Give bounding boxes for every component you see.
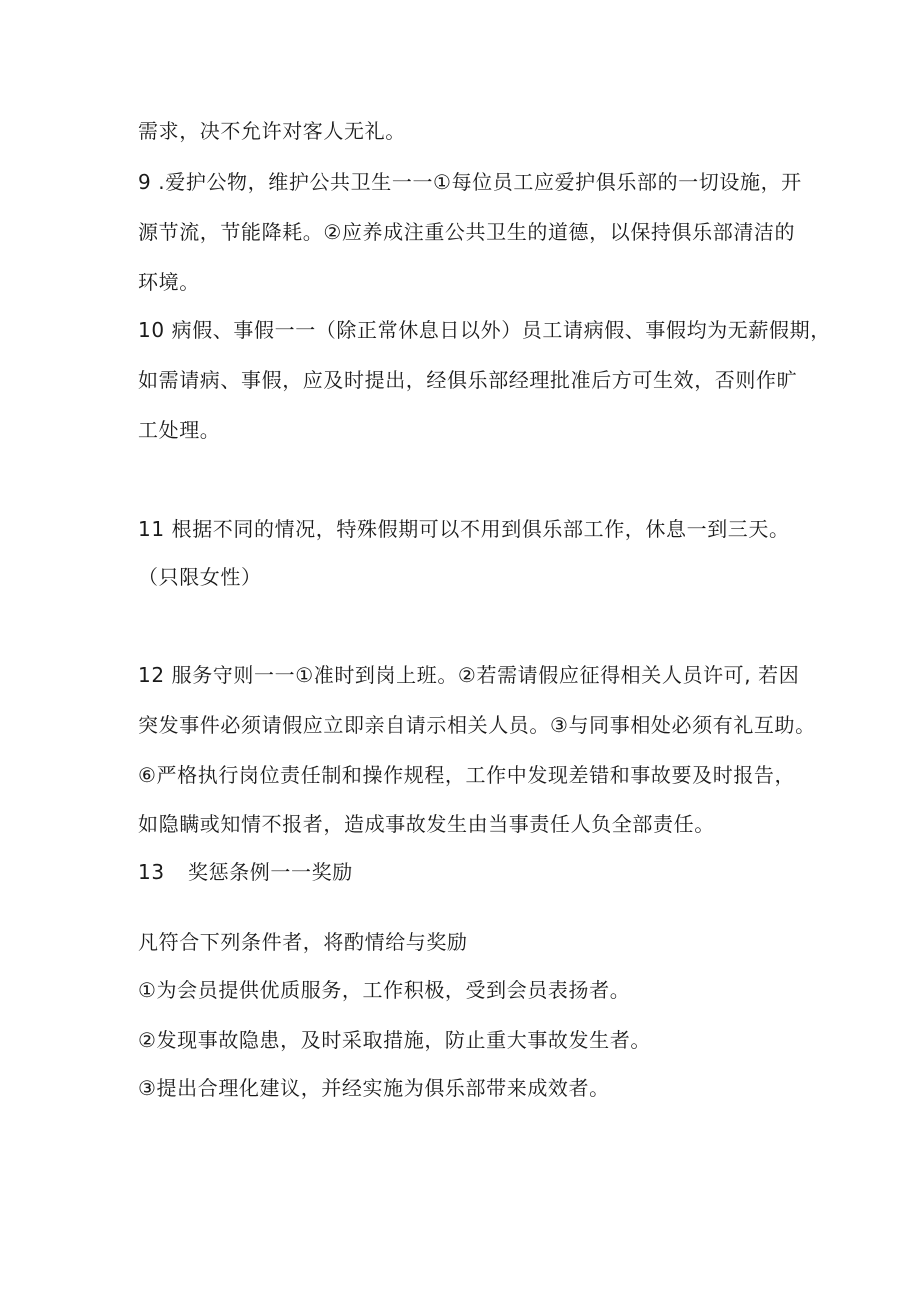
section-13-title: 奖惩条例一一奖励 (188, 860, 353, 884)
text-line-16: ②发现事故隐患，及时采取措施，防止重大事故发生者。 (138, 1028, 651, 1052)
text-line-14: 凡符合下列条件者，将酌情给与奖励 (138, 930, 468, 954)
text-line-1: 需求，决不允许对客人无礼。 (138, 119, 406, 143)
text-line-12: ⑥严格执行岗位责任制和操作规程，工作中发现差错和事故要及时报告， (138, 763, 796, 787)
text-line-4: 环境。 (138, 270, 200, 294)
text-line-15: ①为会员提供优质服务，工作积极，受到会员表扬者。 (138, 978, 631, 1002)
text-line-9: （只限女性） (138, 565, 262, 589)
text-line-6: 如需请病、事假，应及时提出，经俱乐部经理批准后方可生效，否则作旷 (138, 368, 798, 392)
text-line-2: 9 .爱护公物，维护公共卫生一一①每位员工应爱护俱乐部的一切设施，开 (138, 170, 802, 194)
text-line-10: 12 服务守则一一①准时到岗上班。②若需请假应征得相关人员许可, 若因 (138, 663, 800, 687)
text-line-7: 工处理。 (138, 418, 221, 442)
section-13-heading (138, 858, 353, 886)
text-line-8: 11 根据不同的情况，特殊假期可以不用到俱乐部工作，休息一到三天。 (138, 517, 790, 541)
text-line-5: 10 病假、事假一一（除正常休息日以外）员工请病假、事假均为无薪假期， (138, 318, 831, 342)
text-line-3: 源节流，节能降耗。②应养成注重公共卫生的道德，以保持俱乐部清洁的 (138, 220, 796, 244)
text-line-13: 如隐瞒或知情不报者，造成事故发生由当事责任人负全部责任。 (138, 812, 715, 836)
text-line-11: 突发事件必须请假应立即亲自请示相关人员。③与同事相处必须有礼互助。 (138, 713, 816, 737)
text-line-17: ③提出合理化建议，并经实施为俱乐部带来成效者。 (138, 1076, 610, 1100)
section-13-number: 13 (138, 860, 165, 884)
